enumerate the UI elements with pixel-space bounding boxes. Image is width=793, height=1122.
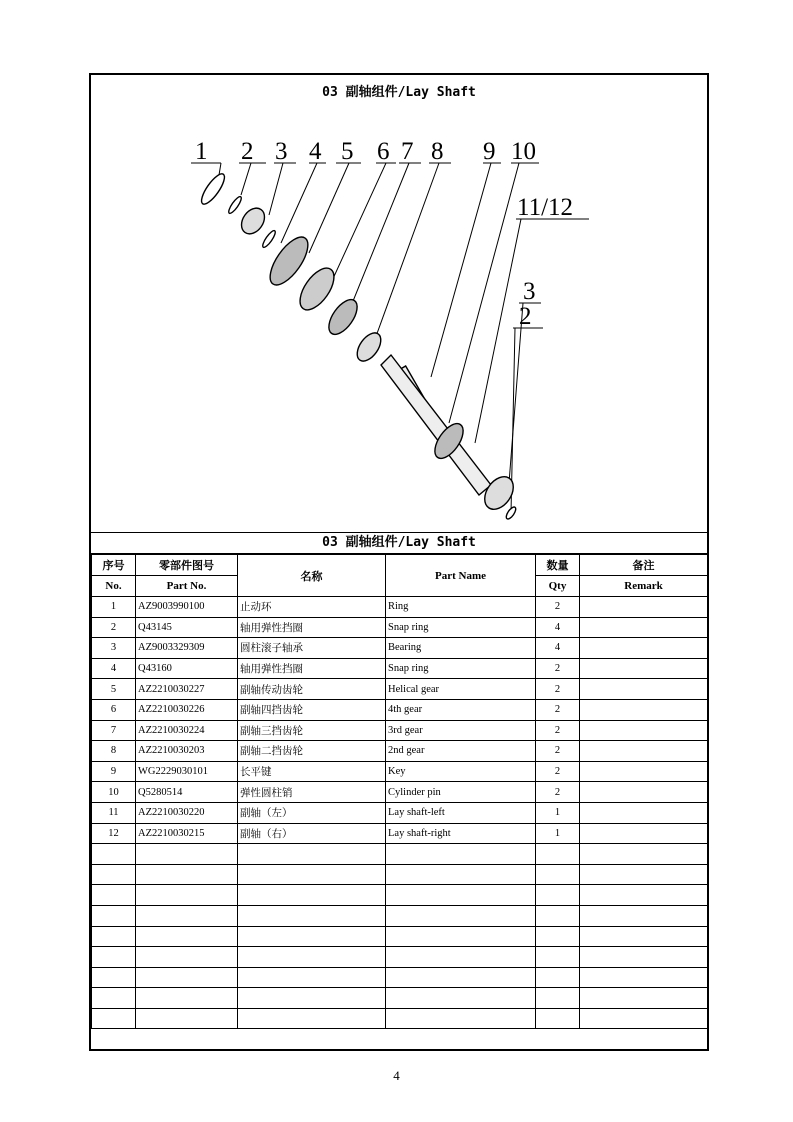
empty-cell	[92, 926, 136, 947]
empty-cell	[238, 885, 386, 906]
empty-cell	[238, 844, 386, 865]
cell-name-en: 3rd gear	[386, 720, 536, 741]
cell-name-en: Helical gear	[386, 679, 536, 700]
empty-cell	[386, 1008, 536, 1029]
table-row	[92, 699, 708, 720]
cell-part-no: AZ2210030224	[136, 720, 238, 741]
callout-6: 6	[377, 138, 390, 165]
header-no-en: No.	[92, 576, 136, 597]
cell-qty: 2	[536, 761, 580, 782]
cell-no: 12	[92, 823, 136, 844]
cell-name-cn: 副轴（右）	[238, 823, 386, 844]
empty-row	[92, 947, 708, 968]
table-row	[92, 782, 708, 803]
cell-name-en: Bearing	[386, 638, 536, 659]
header-remark-cn: 备注	[580, 555, 708, 576]
empty-cell	[386, 844, 536, 865]
empty-row	[92, 844, 708, 865]
empty-cell	[92, 885, 136, 906]
cell-no: 9	[92, 761, 136, 782]
empty-cell	[386, 926, 536, 947]
empty-cell	[238, 947, 386, 968]
empty-row	[92, 988, 708, 1009]
empty-cell	[386, 905, 536, 926]
empty-cell	[92, 905, 136, 926]
cell-no: 8	[92, 741, 136, 762]
empty-cell	[386, 864, 536, 885]
cell-name-en: Snap ring	[386, 658, 536, 679]
cell-qty: 2	[536, 658, 580, 679]
cell-part-no: AZ2210030215	[136, 823, 238, 844]
empty-cell	[136, 844, 238, 865]
empty-row	[92, 1008, 708, 1029]
empty-cell	[536, 926, 580, 947]
empty-cell	[580, 1008, 708, 1029]
cell-remark	[580, 782, 708, 803]
empty-cell	[536, 864, 580, 885]
table-row	[92, 720, 708, 741]
empty-cell	[536, 885, 580, 906]
cell-name-cn: 长平键	[238, 761, 386, 782]
empty-cell	[92, 967, 136, 988]
cell-part-no: AZ2210030203	[136, 741, 238, 762]
empty-cell	[386, 988, 536, 1009]
empty-cell	[238, 988, 386, 1009]
cell-name-cn: 副轴三挡齿轮	[238, 720, 386, 741]
cell-qty: 4	[536, 638, 580, 659]
cell-no: 10	[92, 782, 136, 803]
cell-no: 4	[92, 658, 136, 679]
callout-5: 5	[341, 138, 354, 165]
cell-qty: 2	[536, 679, 580, 700]
empty-cell	[536, 844, 580, 865]
table-row	[92, 638, 708, 659]
cell-no: 1	[92, 597, 136, 618]
empty-cell	[386, 885, 536, 906]
cell-remark	[580, 720, 708, 741]
cell-no: 7	[92, 720, 136, 741]
cell-qty: 2	[536, 699, 580, 720]
callout-3: 3	[275, 138, 288, 165]
empty-cell	[536, 947, 580, 968]
empty-cell	[92, 988, 136, 1009]
empty-row	[92, 967, 708, 988]
table-title: 03 副轴组件/Lay Shaft	[91, 532, 707, 554]
empty-cell	[536, 988, 580, 1009]
cell-name-cn: 轴用弹性挡圈	[238, 658, 386, 679]
parts-table	[91, 554, 708, 1029]
cell-part-no: Q43160	[136, 658, 238, 679]
empty-cell	[580, 988, 708, 1009]
cell-name-cn: 圆柱滚子轴承	[238, 638, 386, 659]
cell-name-en: Snap ring	[386, 617, 536, 638]
empty-cell	[136, 967, 238, 988]
header-partname: Part Name	[386, 555, 536, 597]
cell-remark	[580, 658, 708, 679]
empty-cell	[536, 1008, 580, 1029]
empty-cell	[580, 926, 708, 947]
cell-name-en: Lay shaft-right	[386, 823, 536, 844]
cell-name-en: Cylinder pin	[386, 782, 536, 803]
header-qty-en: Qty	[536, 576, 580, 597]
empty-row	[92, 926, 708, 947]
cell-name-cn: 副轴二挡齿轮	[238, 741, 386, 762]
empty-cell	[136, 947, 238, 968]
empty-cell	[386, 967, 536, 988]
cell-name-cn: 弹性圆柱销	[238, 782, 386, 803]
cell-qty: 2	[536, 741, 580, 762]
empty-cell	[92, 844, 136, 865]
table-row	[92, 679, 708, 700]
callout-10: 10	[511, 138, 536, 165]
cell-qty: 2	[536, 597, 580, 618]
cell-qty: 1	[536, 802, 580, 823]
empty-cell	[580, 844, 708, 865]
empty-cell	[92, 864, 136, 885]
empty-row	[92, 885, 708, 906]
cell-remark	[580, 679, 708, 700]
cell-qty: 1	[536, 823, 580, 844]
cell-qty: 4	[536, 617, 580, 638]
table-row	[92, 741, 708, 762]
cell-name-cn: 副轴传动齿轮	[238, 679, 386, 700]
empty-cell	[580, 885, 708, 906]
callout-4: 4	[309, 138, 322, 165]
callout-11-12: 11/12	[517, 194, 574, 221]
cell-remark	[580, 638, 708, 659]
empty-cell	[136, 864, 238, 885]
empty-cell	[136, 988, 238, 1009]
header-qty-cn: 数量	[536, 555, 580, 576]
cell-remark	[580, 699, 708, 720]
header-remark-en: Remark	[580, 576, 708, 597]
cell-name-cn: 止动环	[238, 597, 386, 618]
table-row	[92, 597, 708, 618]
header-partno-cn: 零部件图号	[136, 555, 238, 576]
cell-part-no: AZ2210030226	[136, 699, 238, 720]
cell-name-en: 4th gear	[386, 699, 536, 720]
empty-cell	[238, 905, 386, 926]
cell-qty: 2	[536, 720, 580, 741]
table-row	[92, 658, 708, 679]
empty-cell	[238, 1008, 386, 1029]
empty-cell	[136, 926, 238, 947]
page-number: 4	[393, 1068, 400, 1083]
header-no-cn: 序号	[92, 555, 136, 576]
empty-row	[92, 864, 708, 885]
callout-9: 9	[483, 138, 496, 165]
cell-qty: 2	[536, 782, 580, 803]
cell-remark	[580, 597, 708, 618]
callout-7: 7	[401, 138, 414, 165]
empty-cell	[136, 885, 238, 906]
empty-cell	[536, 905, 580, 926]
cell-remark	[580, 823, 708, 844]
callout-1: 1	[195, 138, 208, 165]
empty-cell	[136, 1008, 238, 1029]
empty-cell	[580, 967, 708, 988]
empty-cell	[580, 905, 708, 926]
empty-row	[92, 905, 708, 926]
cell-part-no: AZ2210030227	[136, 679, 238, 700]
exploded-diagram	[91, 103, 707, 531]
cell-remark	[580, 802, 708, 823]
cell-name-en: Key	[386, 761, 536, 782]
cell-no: 5	[92, 679, 136, 700]
table-body	[92, 597, 708, 1029]
cell-name-cn: 副轴（左）	[238, 802, 386, 823]
cell-no: 6	[92, 699, 136, 720]
cell-name-en: 2nd gear	[386, 741, 536, 762]
empty-cell	[238, 926, 386, 947]
callout-8: 8	[431, 138, 444, 165]
empty-cell	[580, 864, 708, 885]
cell-part-no: Q43145	[136, 617, 238, 638]
table-row	[92, 761, 708, 782]
callout-3b: 3	[523, 278, 536, 305]
cell-name-cn: 副轴四挡齿轮	[238, 699, 386, 720]
section-title: 03 副轴组件/Lay Shaft	[322, 85, 476, 100]
table-row	[92, 617, 708, 638]
cell-remark	[580, 761, 708, 782]
cell-part-no: AZ9003329309	[136, 638, 238, 659]
empty-cell	[238, 967, 386, 988]
cell-part-no: AZ9003990100	[136, 597, 238, 618]
empty-cell	[536, 967, 580, 988]
empty-cell	[238, 864, 386, 885]
cell-part-no: WG2229030101	[136, 761, 238, 782]
cell-name-en: Lay shaft-left	[386, 802, 536, 823]
cell-no: 11	[92, 802, 136, 823]
empty-cell	[386, 947, 536, 968]
empty-cell	[136, 905, 238, 926]
header-name-cn: 名称	[238, 555, 386, 597]
header-partno-en: Part No.	[136, 576, 238, 597]
callout-2: 2	[241, 138, 254, 165]
cell-name-en: Ring	[386, 597, 536, 618]
cell-no: 2	[92, 617, 136, 638]
callout-2b: 2	[519, 303, 532, 330]
page-frame	[89, 73, 709, 1051]
empty-cell	[580, 947, 708, 968]
table-row	[92, 802, 708, 823]
cell-part-no: Q5280514	[136, 782, 238, 803]
empty-cell	[92, 1008, 136, 1029]
cell-part-no: AZ2210030220	[136, 802, 238, 823]
table-row	[92, 823, 708, 844]
cell-remark	[580, 617, 708, 638]
empty-cell	[92, 947, 136, 968]
cell-remark	[580, 741, 708, 762]
cell-no: 3	[92, 638, 136, 659]
cell-name-cn: 轴用弹性挡圈	[238, 617, 386, 638]
